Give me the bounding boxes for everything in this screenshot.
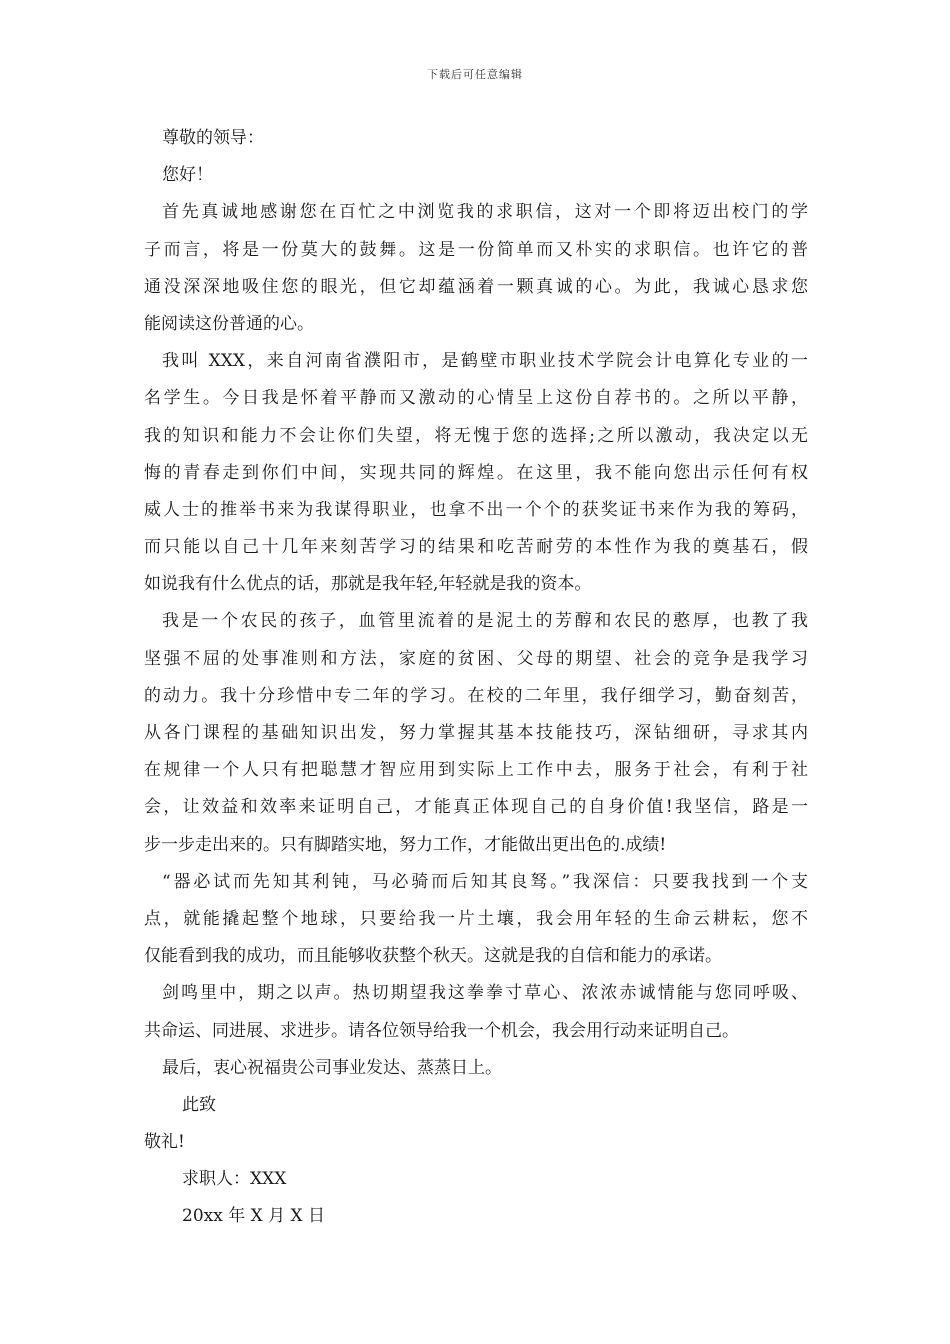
closing-salute: 敬礼! [144, 1132, 185, 1153]
text-line: 首先真诚地感谢您在百忙之中浏览我的求职信，这对一个即将迈出校门的学 [162, 202, 808, 223]
salutation: 尊敬的领导： [162, 128, 264, 148]
text-line: 我叫 XXX，来自河南省濮阳市，是鹤壁市职业技术学院会计电算化专业的一 [162, 351, 808, 372]
text-line: 通没深深地吸住您的眼光，但它却蕴涵着一颗真诚的心。为此，我诚心恳求您 [144, 276, 808, 297]
text-line: 名学生。今日我是怀着平静而又激动的心情呈上这份自荐书的。之所以平静， [144, 388, 808, 409]
text-line: 坚强不屈的处事准则和方法，家庭的贫困、父母的期望、社会的竞争是我学习 [144, 648, 808, 669]
text-line: 共命运、同进展、求进步。请各位领导给我一个机会，我会用行动来证明自己。 [144, 1020, 739, 1041]
text-line: 从各门课程的基础知识出发，努力掌握其基本技能技巧，深钻细研，寻求其内 [144, 723, 808, 743]
paragraph-2 [144, 343, 808, 603]
text-line: 仅能看到我的成功，而且能够收获整个秋天。这就是我的自信和能力的承诺。 [144, 946, 722, 967]
paragraph-3 [144, 603, 808, 863]
text-line: 点，就能撬起整个地球，只要给我一片土壤，我会用年轻的生命云耕耘，您不 [144, 908, 808, 929]
text-line: 如说我有什么优点的话，那就是我年轻,年轻就是我的资本。 [144, 574, 592, 595]
text-line: 威人士的推举书来为我谋得职业，也拿不出一个个的获奖证书来作为我的筹码， [144, 499, 808, 520]
text-line: 而只能以自己十几年来刻苦学习的结果和吃苦耐劳的本性作为我的奠基石，假 [144, 537, 808, 558]
text-line: “器必试而先知其利钝，马必骑而后知其良驽。”我深信：只要我找到一个支 [162, 871, 808, 892]
text-line: 我的知识和能力不会让你们失望，将无愧于您的选择;之所以激动，我决定以无 [144, 425, 808, 446]
page-header: 下载后可任意编辑 [427, 68, 523, 81]
paragraph-4 [144, 864, 808, 976]
applicant-signature: 求职人：XXX [182, 1169, 287, 1190]
letter-body [144, 120, 808, 1236]
text-line: 剑鸣里中，期之以声。热切期望我这拳拳寸草心、浓浓赤诚情能与您同呼吸、 [162, 983, 808, 1004]
text-line: 子而言，将是一份莫大的鼓舞。这是一份简单而又朴实的求职信。也许它的普 [144, 239, 808, 260]
text-line: 的动力。我十分珍惜中专二年的学习。在校的二年里，我仔细学习，勤奋刻苦， [144, 685, 808, 706]
text-line: 悔的青春走到你们中间，实现共同的辉煌。在这里，我不能向您出示任何有权 [144, 462, 808, 483]
text-line: 在规律一个人只有把聪慧才智应用到实际上工作中去，服务于社会，有利于社 [144, 760, 808, 781]
text-line: 能阅读这份普通的心。 [144, 313, 314, 334]
greeting: 您好！ [162, 165, 213, 186]
paragraph-6: 最后，衷心祝福贵公司事业发达、蒸蒸日上。 [162, 1057, 502, 1078]
letter-date: 20xx 年 X 月 X 日 [182, 1206, 326, 1227]
closing-respectfully: 此致 [182, 1094, 216, 1115]
text-line: 会，让效益和效率来证明自己，才能真正体现自己的自身价值!我坚信，路是一 [144, 797, 808, 818]
text-line: 我是一个农民的孩子，血管里流着的是泥土的芳醇和农民的憨厚，也教了我 [162, 611, 808, 632]
paragraph-5 [144, 975, 808, 1049]
paragraph-1 [144, 194, 808, 343]
text-line: 步一步走出来的。只有脚踏实地，努力工作，才能做出更出色的.成绩! [144, 834, 667, 855]
